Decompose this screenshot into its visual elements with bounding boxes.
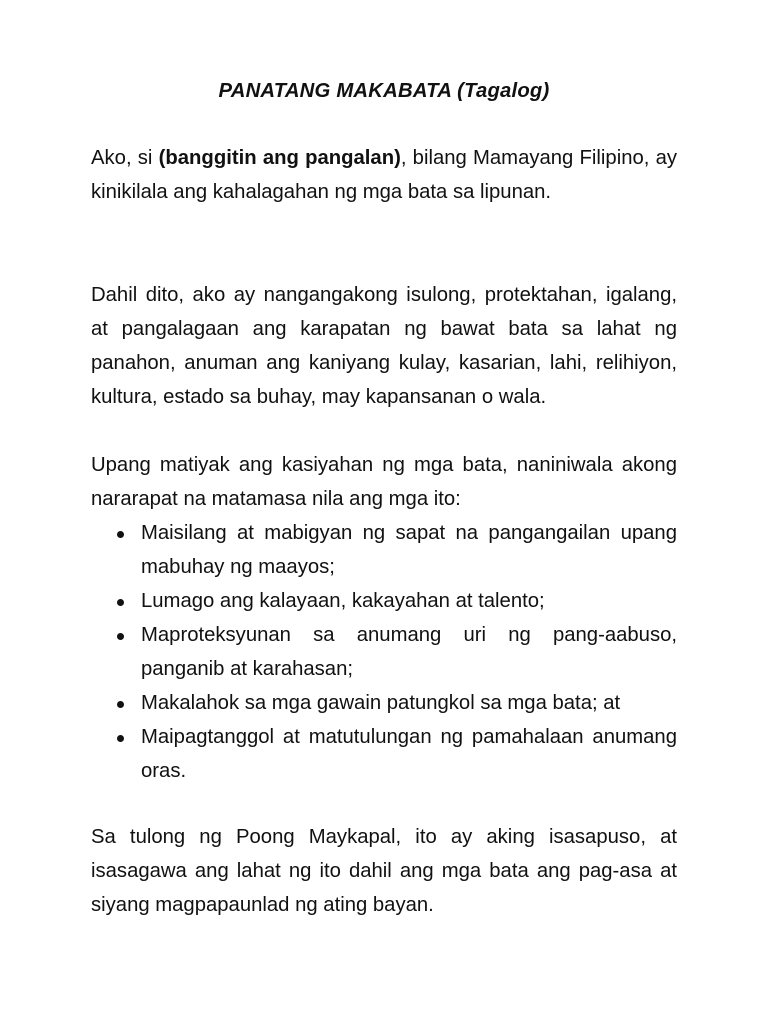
list-item bbox=[91, 516, 677, 584]
name-placeholder: (banggitin ang pangalan) bbox=[158, 147, 401, 169]
rights-bullet-list bbox=[91, 516, 677, 788]
paragraph-rights-intro bbox=[91, 448, 677, 516]
paragraph-commitment bbox=[91, 278, 677, 414]
paragraph-closing bbox=[91, 820, 677, 922]
list-item-text: Maproteksyunan sa anumang uri ng pang-aabuso, panganib at karahasan; bbox=[141, 624, 677, 680]
paragraph-text-start: Ako, si bbox=[91, 147, 159, 169]
list-item bbox=[91, 618, 677, 686]
paragraph-text-end: , bilang Mamayang Filipino, ay kinikilala ang kahalagahan ng mga bata sa lipunan. bbox=[91, 147, 678, 203]
paragraph-oath-intro bbox=[91, 141, 677, 209]
list-item-text: Makalahok sa mga gawain patungkol sa mga bata; at bbox=[141, 692, 621, 714]
bullet-icon bbox=[117, 701, 124, 708]
list-item bbox=[91, 584, 677, 618]
bullet-icon bbox=[117, 735, 124, 742]
list-item-text: Maipagtanggol at matutulungan ng pamahalaan anumang oras. bbox=[141, 726, 677, 782]
paragraph-text: Dahil dito, ako ay nangangakong isulong, protektahan, igalang, at pangalagaan ang karapatan ng bawat bata sa lahat ng panahon, anuman ang kaniyang kulay, kasarian, lahi, relihiyon, kultura, estado sa buhay, may kapansanan o wala. bbox=[91, 284, 677, 408]
paragraph-text: Sa tulong ng Poong Maykapal, ito ay aking isasapuso, at isasagawa ang lahat ng ito dahil ang mga bata ang pag-asa at siyang magpapaunlad ng ating bayan. bbox=[91, 826, 677, 916]
list-item bbox=[91, 686, 677, 720]
list-item-text: Maisilang at mabigyan ng sapat na pangangailan upang mabuhay ng maayos; bbox=[141, 522, 677, 578]
bullet-icon bbox=[117, 531, 124, 538]
paragraph-text bbox=[91, 141, 677, 209]
document-title: PANATANG MAKABATA (Tagalog) bbox=[218, 80, 550, 102]
list-item bbox=[91, 720, 677, 788]
bullet-icon bbox=[117, 633, 124, 640]
list-item-text: Lumago ang kalayaan, kakayahan at talento; bbox=[141, 590, 545, 612]
bullet-icon bbox=[117, 599, 124, 606]
paragraph-text: Upang matiyak ang kasiyahan ng mga bata, naniniwala akong nararapat na matamasa nila ang mga ito: bbox=[91, 454, 677, 510]
